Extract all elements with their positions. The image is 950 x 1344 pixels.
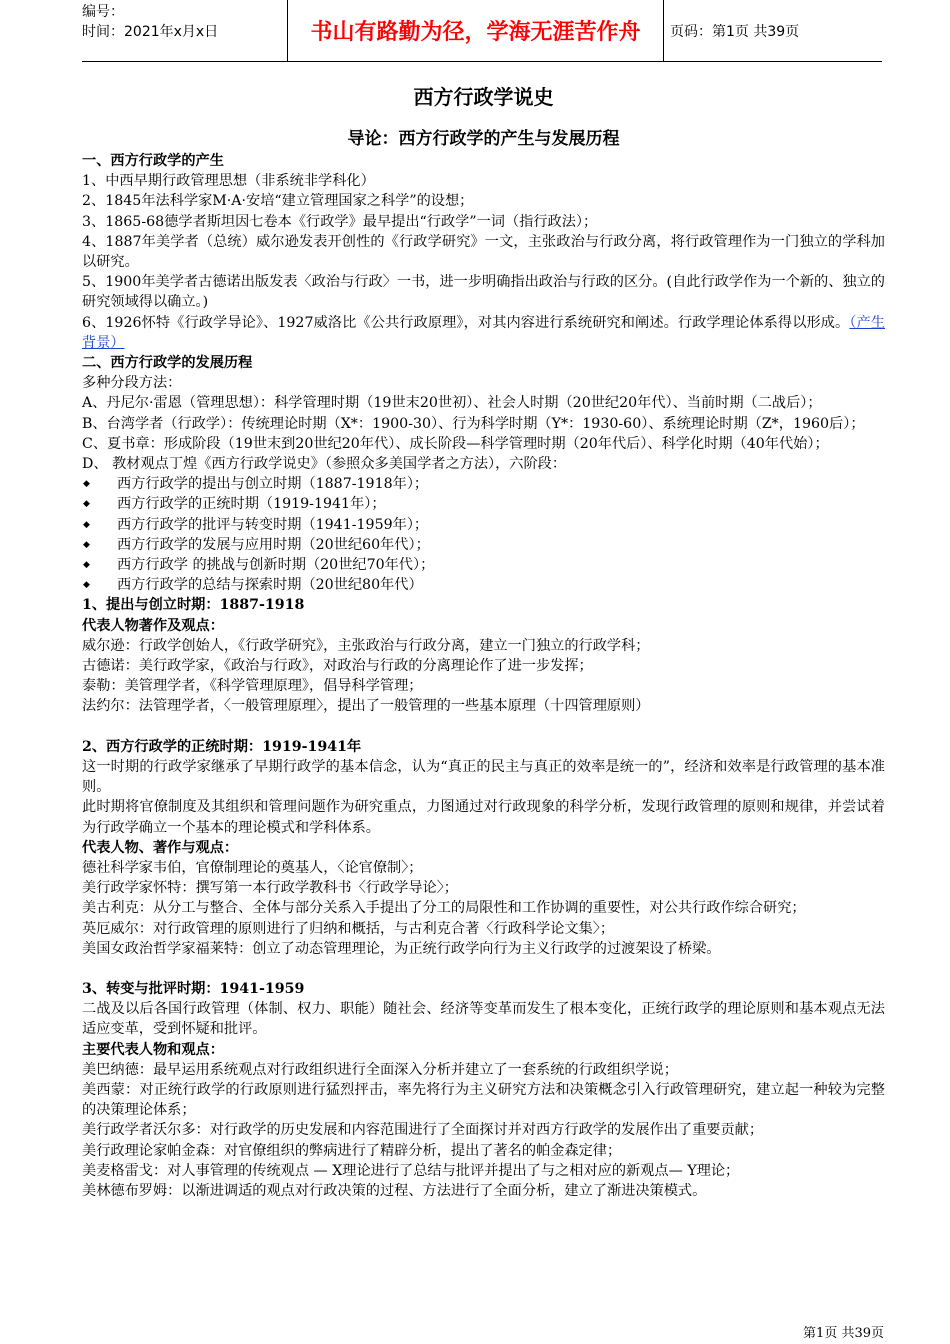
person-line: 泰勒：美管理学者，《科学管理原理》，倡导科学管理； <box>82 678 423 695</box>
list-item: A、丹尼尔·雷恩（管理思想）：科学管理时期（19世末20世初）、社会人时期（20世纪20年代）、当前时期（二战后）； <box>82 395 822 412</box>
period-heading: 3、转变与批评时期：1941-1959 <box>82 980 305 997</box>
list-item: 4、1887年美学者（总统）威尔逊发表开创性的《行政学研究》一文，主张政治与行政分离，将行政管理作为一门独立的学科加以研究。 <box>82 233 885 271</box>
list-item: 2、1845年法科学家M·A·安培“建立管理国家之科学”的设想； <box>82 193 474 210</box>
bullet-text: 西方行政学 的挑战与创新时期（20世纪70年代）； <box>117 557 435 574</box>
section-heading: 一、西方行政学的产生 <box>82 153 224 169</box>
spacer <box>82 959 885 979</box>
list-item <box>82 313 885 353</box>
person-line: 德社科学家韦伯，官僚制理论的奠基人，〈论官僚制〉； <box>82 859 423 876</box>
person-line: 美古利克：从分工与整合、全体与部分关系入手提出了分工的局限性和工作协调的重要性，对公共行政作综合研究； <box>82 900 806 917</box>
bullet-item <box>82 474 885 494</box>
paragraph: 二战及以后各国行政管理（体制、权力、职能）随社会、经济等变革而发生了根本变化，正统行政学的理论原则和基本观点无法适应变革，受到怀疑和批评。 <box>82 1001 885 1038</box>
background-link[interactable]: （产生背景） <box>82 314 886 351</box>
person-line: 古德诺：美行政学家，《政治与行政》，对政治与行政的分离理论作了进一步发挥； <box>82 658 593 675</box>
paragraph: 此时期将官僚制度及其组织和管理问题作为研究重点，力图通过对行政现象的科学分析，发现行政管理的原则和规律，并尝试着为行政学确立一个基本的理论模式和学科体系。 <box>82 799 885 836</box>
list-item: C、夏书章：形成阶段（19世末到20世纪20年代）、成长阶段—科学管理时期（20年代后）、科学化时期（40年代始）； <box>82 435 829 452</box>
motto: 书山有路勤为径，学海无涯苦作舟 <box>288 0 664 61</box>
list-item: B、台湾学者（行政学）：传统理论时期（X*：1900-30）、行为科学时期（Y*：1930-60）、系统理论时期（Z*，1960后）； <box>82 415 865 432</box>
bullet-text: 西方行政学的总结与探索时期（20世纪80年代） <box>117 577 423 594</box>
person-line: 美行政学家怀特：撰写第一本行政学教科书〈行政学导论〉； <box>82 880 458 897</box>
subheading: 主要代表人物和观点： <box>82 1041 224 1058</box>
bullet-text: 西方行政学的发展与应用时期（20世纪60年代）； <box>117 536 430 553</box>
document-title: 西方行政学说史 <box>413 85 554 109</box>
bullet-text: 西方行政学的批评与转变时期（1941-1959年）； <box>117 516 429 533</box>
person-line: 美林德布罗姆：以渐进调适的观点对行政决策的过程、方法进行了全面分析，建立了渐进决策模式。 <box>82 1182 707 1199</box>
list-item: 3、1865-68德学者斯坦因七卷本《行政学》最早提出“行政学”一词（指行政法）； <box>82 213 598 230</box>
code-label: 编号： <box>82 4 124 20</box>
diamond-bullet-icon: ◆ <box>83 479 90 490</box>
diamond-bullet-icon: ◆ <box>83 580 90 591</box>
header-meta <box>82 0 288 61</box>
person-line: 法约尔：法管理学者，〈一般管理原理〉，提出了一般管理的一些基本原理（十四管理原则） <box>82 698 650 715</box>
item-text: 6、1926怀特《行政学导论》、1927威洛比《公共行政原理》，对其内容进行系统研究和阐述。行政学理论体系得以形成。 <box>82 314 850 331</box>
paragraph: 多种分段方法： <box>82 375 182 392</box>
spacer <box>82 717 885 737</box>
section-heading: 二、西方行政学的发展历程 <box>82 355 253 372</box>
diamond-bullet-icon: ◆ <box>83 560 90 571</box>
person-line: 美西蒙：对正统行政学的行政原则进行猛烈抨击，率先将行为主义研究方法和决策概念引入行政管理研究，建立起一种较为完整的决策理论体系； <box>82 1081 885 1119</box>
person-line: 英厄威尔：对行政管理的原则进行了归纳和概括，与古利克合著〈行政科学论文集〉； <box>82 920 615 937</box>
list-item: 5、1900年美学者古德诺出版发表〈政治与行政〉一书，进一步明确指出政治与行政的区分。(自此行政学作为一个新的、独立的研究领域得以确立。) <box>82 274 885 311</box>
bullet-item <box>82 555 885 575</box>
person-line: 美行政理论家帕金森：对官僚组织的弊病进行了精辟分析，提出了著名的帕金森定律； <box>82 1142 622 1159</box>
list-item: D、 教材观点丁煌《西方行政学说史》（参照众多美国学者之方法），六阶段： <box>82 456 567 473</box>
page-footer: 第1页 共39页 <box>803 1326 884 1341</box>
bullet-item <box>82 575 885 595</box>
list-item: 1、中西早期行政管理思想（非系统非学科化） <box>82 173 375 190</box>
bullet-text: 西方行政学的提出与创立时期（1887-1918年）； <box>117 476 429 493</box>
person-line: 美国女政治哲学家福莱特：创立了动态管理理论，为正统行政学向行为主义行政学的过渡架设了桥梁。 <box>82 940 721 957</box>
document-body <box>82 84 885 1201</box>
page-header <box>82 0 882 62</box>
subheading: 代表人物著作及观点： <box>82 617 224 634</box>
period-heading: 2、西方行政学的正统时期：1919-1941年 <box>82 738 362 755</box>
diamond-bullet-icon: ◆ <box>83 539 90 550</box>
diamond-bullet-icon: ◆ <box>83 519 90 530</box>
bullet-item <box>82 515 885 535</box>
person-line: 美巴纳德：最早运用系统观点对行政组织进行全面深入分析并建立了一套系统的行政组织学说； <box>82 1061 678 1078</box>
time-label: 时间：2021年x月x日 <box>82 24 219 40</box>
person-line: 美麦格雷戈：对人事管理的传统观点 — X理论进行了总结与批评并提出了与之相对应的新观点— Y理论； <box>82 1162 740 1179</box>
person-line: 威尔逊：行政学创始人，《行政学研究》，主张政治与行政分离，建立一门独立的行政学科； <box>82 637 650 654</box>
diamond-bullet-icon: ◆ <box>83 499 90 510</box>
person-line: 美行政学者沃尔多：对行政学的历史发展和内容范围进行了全面探讨并对西方行政学的发展作出了重要贡献； <box>82 1122 764 1139</box>
page-number: 页码：第1页 共39页 <box>670 23 800 40</box>
subheading: 代表人物、著作与观点： <box>82 839 239 856</box>
period-heading: 1、提出与创立时期：1887-1918 <box>82 597 305 614</box>
bullet-item <box>82 535 885 555</box>
paragraph: 这一时期的行政学家继承了早期行政学的基本信念，认为“真正的民主与真正的效率是统一的”，经济和效率是行政管理的基本准则。 <box>82 758 885 796</box>
document-subtitle: 导论：西方行政学的产生与发展历程 <box>347 129 620 149</box>
bullet-item <box>82 494 885 514</box>
bullet-text: 西方行政学的正统时期（1919-1941年）； <box>117 496 386 513</box>
